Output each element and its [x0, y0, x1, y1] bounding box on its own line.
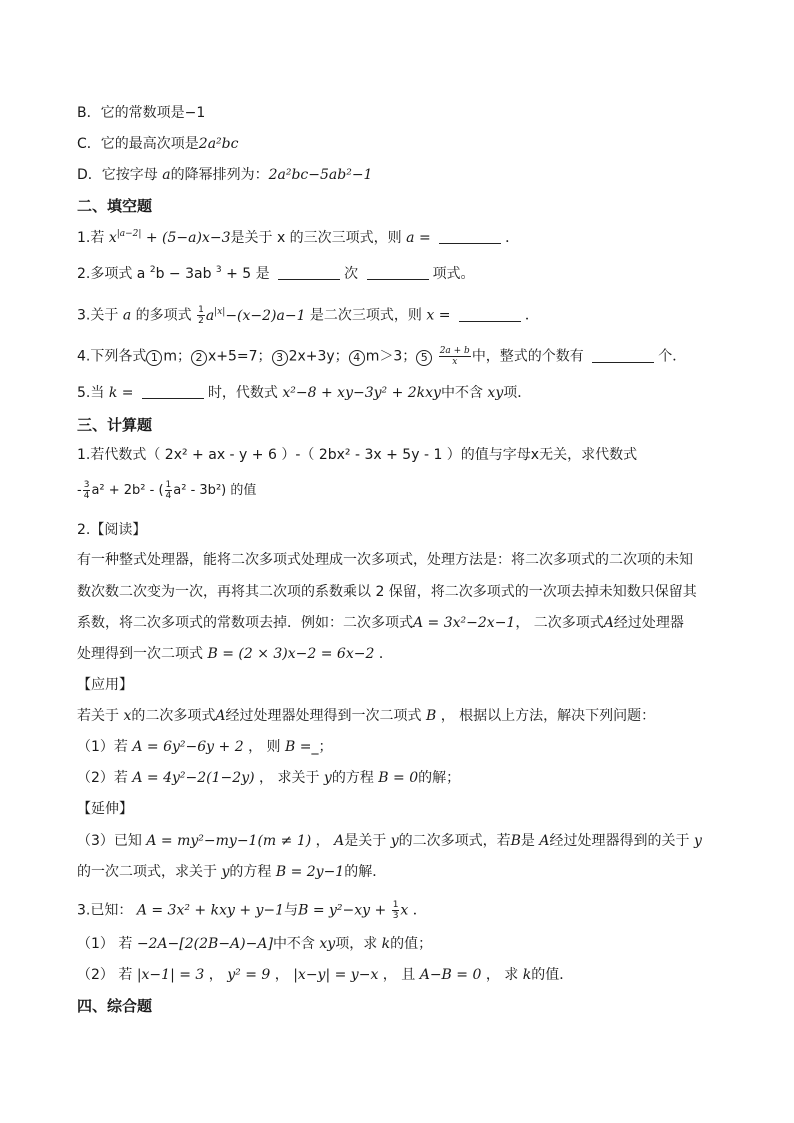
fraction [83, 480, 91, 501]
fill-question-2 [77, 265, 475, 283]
answer-blank[interactable] [459, 308, 521, 322]
section-3-title: 三、计算题 [77, 416, 153, 434]
t2-a: （2） 若 [77, 967, 133, 983]
q3-mid: 的多项式 [131, 307, 197, 324]
t2-b: ， [208, 967, 223, 983]
q5-var2: xy [487, 385, 504, 401]
t2-expr: |x−1| = 3 [136, 967, 205, 983]
option-d [77, 166, 372, 184]
s3-b: ， [315, 833, 330, 849]
q5-mid2: 中不含 [440, 385, 483, 401]
t1-b: 中不含 [272, 936, 315, 952]
extend-subquestion-3-line1 [77, 832, 702, 850]
s3-h: 的方程 [229, 864, 272, 880]
p3-a: 系数，将二次多项式的常数项去掉．例如：二次多项式 [77, 615, 413, 631]
q3-expr3: x [400, 902, 409, 919]
fraction [165, 480, 173, 501]
section-2-title: 二、填空题 [77, 197, 153, 215]
s3-var3: B [510, 833, 521, 849]
s3-d: 的二次多项式，若 [398, 833, 511, 849]
option-c-text: C．它的最高次项是 [77, 136, 199, 152]
option-c [77, 135, 238, 153]
q2-end: 项式。 [432, 266, 475, 282]
fraction [392, 900, 400, 921]
option-d-var: a [162, 167, 171, 183]
q1-line2-b: a² + 2b² - ( [91, 483, 164, 498]
s1-b: ， 则 [248, 739, 281, 755]
circled-number: 4 [349, 350, 365, 366]
t2-var: k [522, 967, 532, 983]
p3-c: 经过处理器 [613, 615, 684, 631]
answer-blank[interactable] [278, 266, 340, 280]
calc-question-1-line2 [77, 480, 256, 501]
option-c-expr: 2a²bc [198, 136, 239, 152]
q4-item: m； [163, 348, 191, 365]
t1-d: 的值； [390, 936, 433, 952]
s3-var4: A [539, 833, 550, 849]
s2-d: 的解； [418, 770, 461, 786]
fraction: $\frac{1}{2}$ [198, 305, 204, 326]
p4-b: ． [378, 646, 393, 662]
t1-a: （1） 若 [77, 936, 133, 952]
q1-var: a = [406, 230, 431, 246]
q3-expr: A = 3x² + kxy + y−1 [136, 902, 285, 919]
circled-number: 2 [191, 350, 207, 366]
circled-number: 1 [146, 350, 162, 366]
apply-b: 的二次多项式 [131, 708, 216, 724]
q3-b: 与 [284, 902, 299, 919]
p4-a: 处理得到一次二项式 [77, 646, 203, 662]
apply-heading: 【应用】 [77, 677, 133, 693]
q1-mid: 是关于 x 的三次三项式，则 [230, 230, 402, 246]
q2-prefix: 2.多项式 a $^2$b − 3ab $^3$ + 5 是 [77, 265, 270, 282]
q1-end: ． [505, 230, 520, 246]
fraction-numerator: 1 [165, 480, 172, 490]
t1-var: xy [319, 936, 336, 952]
s3-i: 的解． [344, 864, 387, 880]
p3-var: A [603, 615, 614, 631]
s3-c: 是关于 [344, 833, 387, 849]
q3-mid2: 是二次三项式，则 [305, 307, 422, 324]
answer-blank[interactable] [439, 230, 501, 244]
q3-var2: x = [426, 307, 451, 324]
option-b [77, 104, 205, 122]
s3-f: 经过处理器得到的关于 [549, 833, 690, 849]
apply-subquestion-2 [77, 769, 460, 787]
q1-prefix: 1.若 [77, 230, 109, 246]
s2-c: 的方程 [331, 770, 374, 786]
s3-var6: y [221, 864, 230, 880]
t2-expr4: A−B = 0 [419, 967, 482, 983]
s2-b: ， 求关于 [259, 770, 320, 786]
t2-expr3: |x−y| = y−x [293, 967, 379, 983]
circled-number: 3 [272, 350, 288, 366]
extend-subquestion-3-line2 [77, 863, 386, 881]
s3-e: 是 [520, 833, 535, 849]
q3-expr2: B = y²−xy + [298, 902, 391, 919]
calc-question-2-head: 2.【阅读】 [77, 522, 147, 538]
apply-d: ， 根据以上方法，解决下列问题： [440, 708, 656, 724]
apply-var2: A [215, 708, 226, 724]
answer-blank[interactable] [142, 385, 204, 399]
s3-a: （3）已知 [77, 833, 142, 849]
q3-prefix: 3.关于 [77, 307, 123, 324]
q3-var: a [122, 307, 132, 324]
fill-question-5 [77, 384, 531, 402]
s3-expr: A = my²−my−1(m ≠ 1) [146, 833, 312, 849]
q3-a: 3.已知： [77, 902, 133, 919]
s1-a: （1）若 [77, 739, 128, 755]
option-d-text: D．它按字母 [77, 167, 158, 183]
fraction [439, 346, 471, 367]
calc-question-3-sub-2 [77, 966, 573, 984]
s3-expr2: B = 2y−1 [275, 864, 345, 880]
t2-c: ， [274, 967, 289, 983]
q5-var: k = [108, 385, 134, 401]
q1-line2-a: - [77, 483, 82, 498]
t2-d: ， 且 [382, 967, 416, 983]
fraction-numerator: 1 [392, 900, 399, 910]
fraction-numerator: 3 [83, 480, 90, 490]
s2-var: y [323, 770, 332, 786]
apply-subquestion-1 [77, 738, 332, 756]
q4-item: m＞3； [365, 348, 417, 365]
t2-expr2: y² = 9 [227, 967, 271, 983]
t1-expr: −2A−[2(2B−A)−A] [136, 936, 273, 952]
reading-paragraph-line-3 [77, 614, 684, 632]
t2-f: 的值． [531, 967, 574, 983]
section-4-title: 四、综合题 [77, 997, 153, 1015]
q5-mid: 时，代数式 [207, 385, 278, 401]
option-b-text: B．它的常数项是−1 [77, 105, 206, 121]
extend-heading: 【延伸】 [77, 801, 133, 817]
p4-expr: B = (2 × 3)x−2 = 6x−2 [207, 646, 375, 662]
q5-expr: x²−8 + xy−3y² + 2kxy [282, 385, 441, 401]
fraction-denominator: x [452, 357, 458, 367]
fraction-numerator: 2a + b [439, 346, 470, 356]
q4-prefix: 4.下列各式 [77, 348, 147, 365]
s1-expr: A = 6y²−6y + 2 [132, 739, 244, 755]
q3-c: ． [412, 902, 427, 919]
apply-c: 经过处理器处理得到一次二项式 [225, 708, 422, 724]
q4-end: 个． [658, 348, 687, 365]
t1-c: 项，求 [335, 936, 378, 952]
s2-expr: A = 4y²−2(1−2y) [132, 770, 255, 786]
calc-question-1-line1: 1.若代数式（ 2x² + ax - y + 6 ）-（ 2bx² - 3x + 5y - 1 ）的值与字母x无关，求代数式 [77, 447, 638, 463]
q3-expr: $a^{|x|}-(x-2)a-1$ [205, 306, 306, 324]
q4-item: x+5=7； [208, 348, 272, 365]
p3-expr: A = 3x²−2x−1 [413, 615, 516, 631]
q4-item: 2x+3y； [288, 348, 349, 365]
s3-var2: y [390, 833, 399, 849]
q3-end: ． [524, 307, 539, 324]
apply-var3: B [425, 708, 437, 724]
answer-blank[interactable] [367, 266, 429, 280]
s2-expr2: B = 0 [378, 770, 419, 786]
circled-number: 5 [416, 350, 432, 366]
fraction-denominator: 3 [392, 911, 399, 921]
q5-prefix: 5.当 [77, 385, 105, 401]
s3-g: 的一次二项式，求关于 [77, 864, 217, 880]
s3-var5: y [693, 833, 702, 849]
t2-e: ， 求 [485, 967, 519, 983]
reading-paragraph-line-2: 数次数二次变为一次，再将其二次项的系数乘以 2 保留，将二次多项式的一次项去掉未知数只保留其 [77, 584, 697, 600]
apply-var: x [123, 708, 132, 724]
reading-paragraph-line-4 [77, 645, 393, 663]
q1-expr: $x^{|a-2|} + (5-a)x-3$ [108, 229, 231, 246]
option-d-expr: 2a²bc−5ab²−1 [268, 167, 373, 183]
fraction-denominator: 4 [165, 491, 172, 501]
p3-b: ， 二次多项式 [515, 615, 604, 631]
s2-a: （2）若 [77, 770, 128, 786]
option-d-mid: 的降幂排列为： [170, 167, 269, 183]
reading-paragraph-line-1: 有一种整式处理器，能将二次多项式处理成一次多项式，处理方法是：将二次多项式的二次项的未知 [77, 552, 693, 568]
fill-question-4 [77, 346, 686, 367]
fraction-denominator: 4 [83, 491, 90, 501]
calc-question-3-sub-1 [77, 935, 432, 953]
apply-a: 若关于 [77, 708, 119, 724]
q5-end: 项． [503, 385, 532, 401]
answer-blank[interactable] [592, 349, 654, 363]
fill-question-1 [77, 229, 519, 247]
q2-mid: 次 [344, 266, 359, 282]
s3-var: A [334, 833, 345, 849]
calc-question-3 [77, 900, 427, 921]
s1-expr2: B = [285, 739, 312, 755]
fill-question-3 [77, 305, 539, 326]
s1-c: _； [311, 739, 333, 755]
q4-mid: 中，整式的个数有 [471, 348, 584, 365]
q1-line2-c: a² - 3b²) 的值 [173, 483, 257, 498]
apply-intro [77, 707, 655, 725]
t1-var2: k [381, 936, 391, 952]
